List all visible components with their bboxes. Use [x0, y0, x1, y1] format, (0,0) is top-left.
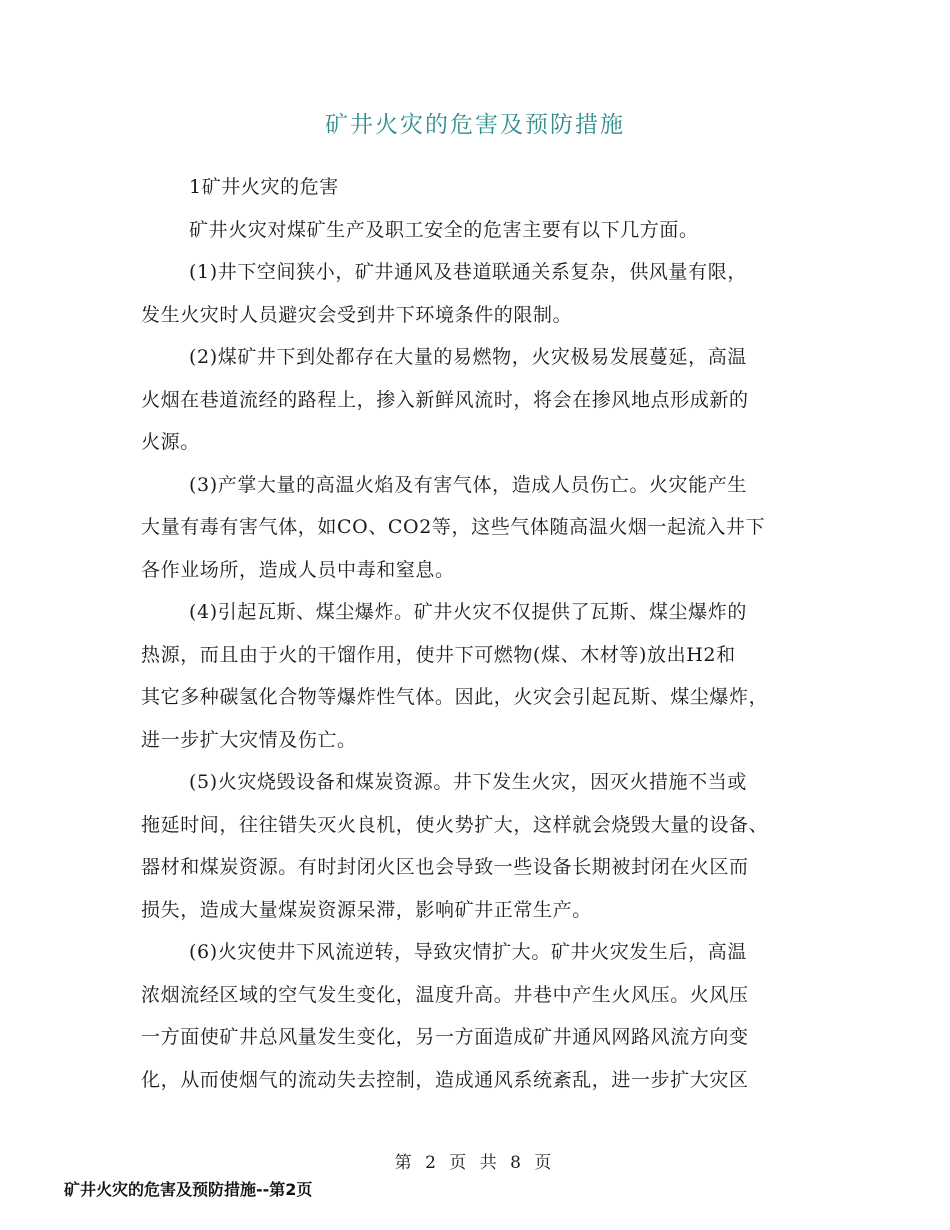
text-line: 发生火灾时人员避灾会受到井下环境条件的限制。 — [141, 303, 573, 326]
text-line: (4)引起瓦斯、煤尘爆炸。矿井火灾不仅提供了瓦斯、煤尘爆炸的 — [189, 601, 747, 623]
text-line: 矿井火灾对煤矿生产及职工安全的危害主要有以下几方面。 — [189, 218, 699, 241]
footer-label: 矿井火灾的危害及预防措施--第2页 — [64, 1180, 313, 1199]
text-line: 大量有毒有害气体，如CO、CO2等，这些气体随高温火烟一起流入井下 — [141, 516, 766, 538]
document-title: 矿井火灾的危害及预防措施 — [325, 112, 625, 138]
text-line: 一方面使矿井总风量发生变化，另一方面造成矿井通风网路风流方向变 — [141, 1026, 749, 1048]
text-line: 化，从而使烟气的流动失去控制，造成通风系统紊乱，进一步扩大灾区 — [141, 1068, 749, 1091]
text-line: (1)井下空间狭小，矿井通风及巷道联通关系复杂，供风量有限， — [189, 261, 747, 283]
text-line: 进一步扩大灾情及伤亡。 — [141, 728, 357, 751]
text-line: 损失，造成大量煤炭资源呆滞，影响矿井正常生产。 — [141, 898, 592, 921]
text-line: 1矿井火灾的危害 — [189, 176, 339, 198]
text-line: 热源，而且由于火的干馏作用，使井下可燃物(煤、木材等)放出H2和 — [141, 643, 736, 666]
text-line: 各作业场所，造成人员中毒和窒息。 — [141, 558, 455, 581]
text-line: 器材和煤炭资源。有时封闭火区也会导致一些设备长期被封闭在火区而 — [141, 856, 749, 878]
page-indicator: 第 2 页 共 8 页 — [394, 1153, 556, 1173]
document-body — [141, 170, 811, 1105]
text-line: 浓烟流经区域的空气发生变化，温度升高。井巷中产生火风压。火风压 — [141, 983, 749, 1006]
text-line: 火源。 — [141, 431, 200, 453]
text-line: (6)火灾使井下风流逆转，导致灾情扩大。矿井火灾发生后，高温 — [189, 941, 747, 963]
text-line: 火烟在巷道流经的路程上，掺入新鲜风流时，将会在掺风地点形成新的 — [141, 388, 749, 411]
text-line: (5)火灾烧毁设备和煤炭资源。井下发生火灾，因灭火措施不当或 — [189, 771, 747, 793]
text-line: 拖延时间，往往错失灭火良机，使火势扩大，这样就会烧毁大量的设备、 — [141, 813, 769, 836]
text-line: (3)产掌大量的高温火焰及有害气体，造成人员伤亡。火灾能产生 — [189, 473, 747, 496]
text-line: (2)煤矿井下到处都存在大量的易燃物，火灾极易发展蔓延，高温 — [189, 346, 747, 368]
text-line: 其它多种碳氢化合物等爆炸性气体。因此，火灾会引起瓦斯、煤尘爆炸， — [141, 686, 769, 708]
